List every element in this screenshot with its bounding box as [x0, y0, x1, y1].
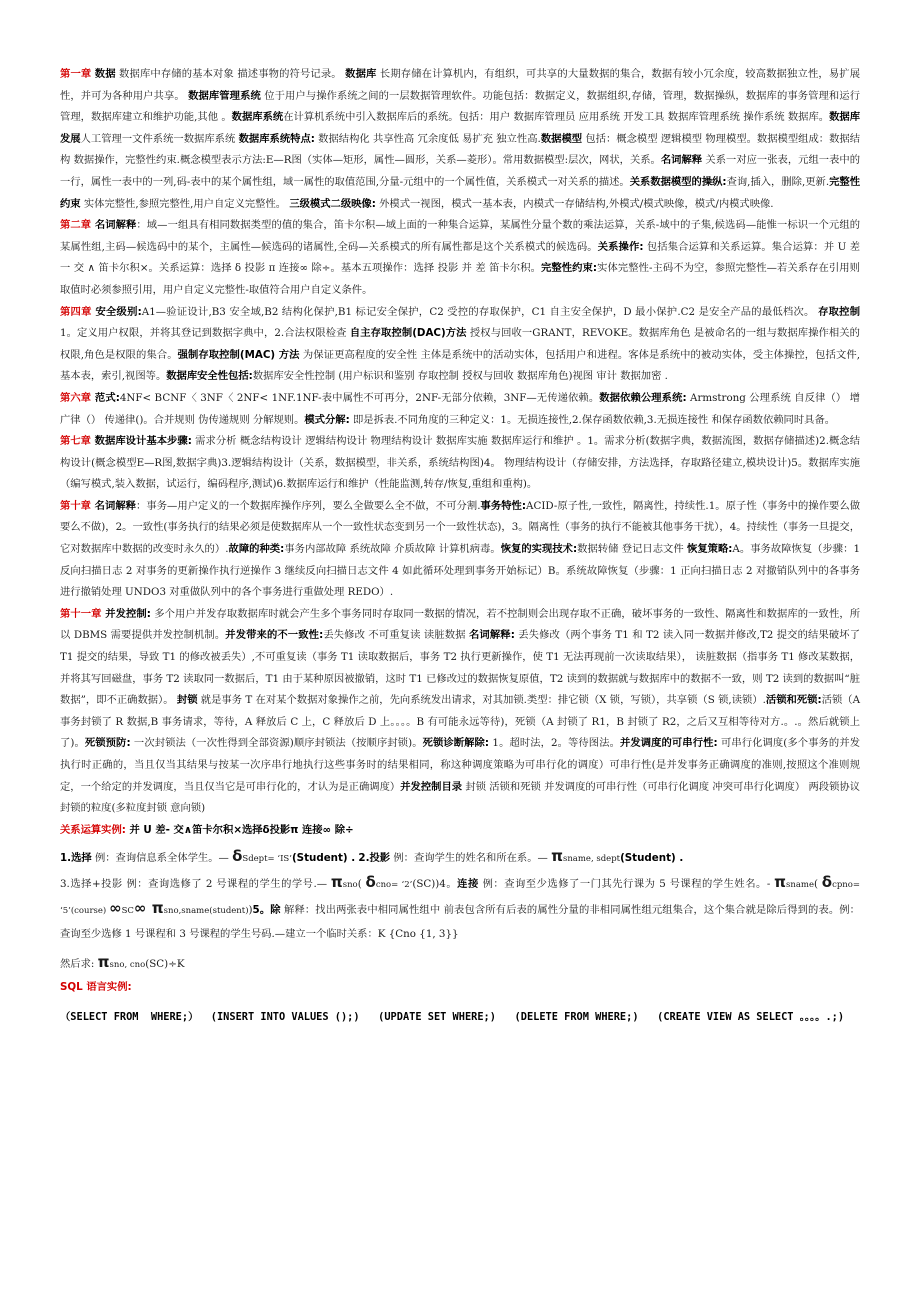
term-failure-types: 故障的种类:	[228, 543, 285, 556]
def-failure-types: 事务内部故障 系统故障 介质故障 计算机病毒。	[284, 543, 501, 556]
example-join-inner: sno,sname(student)	[163, 906, 249, 917]
example-join-label: 连接	[457, 878, 479, 891]
term-integrity: 完整性约束	[60, 175, 860, 210]
example-join-relation: (course)	[70, 906, 110, 917]
example-division-label: 5。除	[252, 904, 281, 917]
example-select-label: 1.选择	[60, 852, 92, 865]
term-concurrency-control: 并发控制:	[101, 607, 151, 620]
term-deadlock-diagnosis: 死锁诊断解除:	[422, 737, 490, 750]
example-project-tail: (Student) .	[620, 852, 684, 865]
chapter-7-heading: 第七章	[60, 435, 92, 448]
def-database: 长期存储在计算机内，有组织，可共享的大量数据的集合，数据有较小冗余度，较高数据独立性，易扩展性，并可为各种用户共享。	[60, 68, 861, 102]
example-select-project-tail: (SC))4。	[412, 878, 458, 891]
term-design-steps: 数据库设计基本步骤:	[91, 435, 192, 448]
def-glossary-2: ：域—一组具有相同数据类型的值的集合，笛卡尔积—域上面的一种集合运算，某属性分量个数的乘法运算，关系-域中的子集,候选码—能惟一标识一个元组的某属性组,主码—候选码中的某个，主属性—候选码的诸属性,全码—关系模式的所有属性都是这个关系模式的候选码。	[60, 219, 861, 253]
pi-symbol: π	[551, 847, 563, 866]
def-dac: 授权与回收一GRANT，REVOKE。数据库角色 是被命名的一组与数据库操作相关的权限,角色是权限的集合。	[60, 327, 860, 361]
def-db-development: 人工管理一文件系统一数据库系统	[80, 132, 239, 145]
def-relation-ops: 包括集合运算和关系运算。集合运算：并 U 差一 交 ∧ 笛卡尔积×。关系运算：选择 δ 投影 π 连接∞ 除÷。基本五项操作：选择 投影 并 差 笛卡尔积。	[60, 240, 861, 275]
term-concurrency-toc: 并发控制目录	[400, 780, 463, 793]
pi-symbol: π	[146, 899, 164, 918]
def-deadlock-diagnosis: 1。超时法，2。等待图法。	[489, 737, 620, 750]
term-glossary-2: 名词解释	[91, 219, 137, 232]
example-select-text: 例：查询信息系全体学生。—	[91, 852, 233, 865]
chapter-2-heading: 第二章	[60, 219, 92, 232]
example-select-project-attr: sno	[342, 880, 358, 891]
def-dbs: 在计算机系统中引入数据库后的系统。包括：用户 数据库管理员 应用系统 开发工具 数据库管理系统 操作系统 数据库。	[283, 111, 830, 124]
pi-symbol: π	[330, 873, 343, 892]
example-join-sc: SC	[121, 906, 134, 917]
chapter-6-paragraph	[60, 388, 860, 431]
paren-close: )	[248, 904, 253, 917]
example-project-attrs: sname, sdept	[562, 854, 621, 865]
def-deadlock-prevention: 一次封锁法（一次性得到全部资源)顺序封锁法（按顺序封锁)。	[130, 737, 423, 750]
pi-symbol: π	[774, 873, 786, 892]
chapter-11-heading: 第十一章	[60, 607, 102, 620]
paren-open: (	[813, 878, 822, 891]
sql-examples-line: （SELECT FROM WHERE;） (INSERT INTO VALUES ();) (UPDATE SET WHERE;) (DELETE FROM WHERE;) (CREATE VIEW AS SELECT 。。。。.;)	[60, 1010, 845, 1023]
example-select-condition: Sdept= ‘IS’	[242, 854, 292, 865]
def-three-schema: 外模式一视图，模式一基本表，内模式一存储结构,外模式/模式映像，模式/内模式映像.	[375, 197, 774, 210]
sql-heading-line	[60, 977, 860, 999]
example-select-project-condition: cno= ‘2’	[375, 880, 413, 891]
term-deadlock-prevention: 死锁预防:	[84, 737, 131, 750]
term-dac: 自主存取控制(DAC)方法	[349, 327, 467, 340]
def-serializability: 可串行化调度(多个事务的并发执行时正确的，当且仅当其结果与按某一次序串行地执行这些事务时的结果相同，称这种调度策略为可串行化的调度）可串行性(是并发事务正确调度的准则,按照这个准则规定，一个给定的并发调度，当且仅当它是可串行化的，才认为是正确调度）	[60, 737, 861, 793]
def-inconsistency: 丢失修改 不可重复读 读脏数据	[323, 629, 470, 642]
term-dbs-features: 数据库系统特点:	[238, 132, 315, 145]
def-design-steps: 需求分析 概念结构设计 逻辑结构设计 物理结构设计 数据库实施 数据库运行和维护 。1。需求分析(数据字典，数据流图，数据存储描述)2.概念结构设计(概念模型E—R图,数据字典)3.逻辑结构设计（关系，数据模型，非关系，系统结构图)4。 物理结构设计（存储安排，方法选择，存取路径建立,模块设计)5。数据库实施（编写模式,装入数据，试运行，编码程序,测试)6.数据库运行和维护（性能监测,转存/恢复,重组和重构)。	[60, 435, 860, 491]
def-data: 数据库中存储的基本对象 描述事物的符号记录。	[115, 68, 346, 80]
term-glossary-10: 名词解释	[91, 499, 137, 512]
example-select-project-text: 例：查询选修了 2 号课程的学生的学号.—	[122, 878, 331, 891]
chapter-4-paragraph	[60, 302, 860, 388]
delta-symbol: δ	[365, 873, 376, 892]
chapter-4-heading: 第四章	[60, 305, 92, 318]
def-normal-forms: 4NF< BCNF〈 3NF〈 2NF< 1NF.1NF-表中属性不可再分，2NF-无部分依赖，3NF—无传递依赖。	[119, 391, 600, 404]
def-security-includes: 数据库安全性控制 (用户标识和鉴别 存取控制 授权与回收 数据库角色)视图 审计 数据加密 .	[252, 370, 668, 383]
example-join-condition: cpno= ‘5’	[60, 880, 861, 917]
def-recovery-strategy: A。事务故障恢复（步骤：1 反向扫描日志 2 对事务的更新操作执行逆操作 3 继续反向扫描日志文件 4 如此循环处理到事务开始标记）B。系统故障恢复（步骤：1 正向扫描日志 2 对撤销队列中的各事务进行撤销处理 UNDO3 对重做队列中的各个事务进行重做处理 REDO）.	[60, 543, 861, 599]
def-constraints: 实体完整性-主码不为空，参照完整性—若关系存在引用则取值时必须参照引用，用户自定义完整性-取值符合用户自定义条件。	[60, 262, 860, 296]
term-security-includes: 数据库安全性包括:	[166, 370, 253, 383]
def-concurrency-control: 多个用户并发存取数据库时就会产生多个事务同时存取同一数据的情况，若不控制则会出现存取不正确，破坏事务的一致性、隔离性和数据库的一致性，所以 DBMS 需要提供并发控制机制。	[60, 607, 861, 642]
def-transaction-properties: ACID-原子性,一致性，隔离性，持续性.1。原子性（事务中的操作要么做要么不做)，2。一致性(事务执行的结果必须是使数据库从一个一致性状态变到另一个一致性状态)，3。隔离性（事务的执行不能被其他事务干扰），4。持续性（事务一旦提交，它对数据库中数据的改变时永久的）.	[60, 499, 861, 556]
term-normal-forms: 范式:	[91, 391, 120, 404]
def-dbs-features: 数据结构化 共享性高 冗余度低 易扩充 独立性高.	[314, 132, 541, 145]
term-dbs: 数据库系统	[231, 111, 284, 124]
relational-algebra-heading: 关系运算实例:	[60, 823, 126, 836]
term-access-control: 存取控制	[818, 305, 861, 318]
term-recovery-strategy: 恢复策略:	[687, 543, 733, 556]
term-dbms: 数据库管理系统	[188, 89, 261, 102]
term-relational-ops: 关系数据模型的操纵:	[629, 175, 727, 188]
delta-symbol: δ	[232, 847, 243, 866]
def-security-level: A1—验证设计,B3 安全域,B2 结构化保护,B1 标记安全保护，C2 受控的存取保护，C1 自主安全保护，D 最小保护.C2 是安全产品的最低档次。	[141, 305, 815, 318]
def-livelock-deadlock: 活锁（A 事务封锁了 R 数据,B 事务请求，等待，A 释放后 C 上，C 释放后 D 上。。。。B 有可能永远等待)，死锁（A 封锁了 R1，B 封锁了 R2，之后又互相等待对方.。.。然后就锁上了)。	[60, 694, 861, 750]
term-db-development: 数据库发展	[60, 111, 861, 145]
def-glossary-11: 丢失修改（两个事务 T1 和 T2 读入同一数据并修改,T2 提交的结果破坏了 T1 提交的结果，导致 T1 的修改被丢失）,不可重复读（事务 T1 读取数据后，事务 T2 执行更新操作，使 T1 无法再现前一次读取结果）， 读脏数据（指事务 T1 修改某数据，并将其写回磁盘，事务 T2 读取同一数据后，T1 由于某种原因被撤销，这时 T1 已修改过的数据恢复原值，T2 读到的数据就与数据库中的数据不一致，则 T2 读到的数据叫“脏数据”，即不正确数据）。	[60, 629, 861, 707]
chapter-1-heading: 第一章	[60, 68, 92, 80]
example-select-tail: (Student) .	[291, 852, 356, 865]
term-glossary-11: 名词解释:	[469, 629, 515, 642]
term-data-model: 数据模型	[540, 132, 583, 145]
term-security-level: 安全级别:	[91, 305, 142, 318]
term-mac: 强制存取控制(MAC) 方法	[177, 348, 300, 361]
example-division-text: 解释：找出两张表中相同属性组中 前表包含所有后表的属性分量的非相同属性组元组集合，这个集合就是除后得到的表。例：查询至少选修 1 号课程和 3 号课程的学生号码.—建立一个临时关系：K {Cno {1, 3}}	[60, 904, 860, 941]
def-mac: 为保证更高程度的安全性 主体是系统中的活动实体，包括用户和进程。客体是系统中的被动实体，受主体操控，包括文件,基本表，索引,视图等。	[60, 348, 860, 383]
delta-symbol: δ	[821, 873, 833, 892]
pi-symbol: π	[97, 953, 110, 972]
def-integrity: 实体完整性,参照完整性,用户自定义完整性。	[80, 197, 287, 210]
relational-algebra-examples	[60, 845, 860, 946]
def-decomposition: 即是拆表.不同角度的三种定义：1。无损连接性,2.保存函数依赖,3.无损连接性 和保存函数依赖同时具备。	[349, 413, 836, 426]
division-result-line	[60, 952, 860, 977]
paren-open: (	[357, 878, 366, 891]
def-axiom-system: Armstrong 公理系统 自反律（） 增广律（） 传递律()。合并规则 伪传递规则 分解规则。	[60, 391, 860, 426]
term-axiom-system: 数据依赖公理系统:	[599, 391, 687, 404]
example-project-text: 例：查询学生的姓名和所在系。—	[390, 852, 552, 865]
term-constraints: 完整性约束:	[541, 262, 598, 275]
join-symbol: ∞	[133, 899, 147, 918]
def-access-control: 1。定义用户权限，并将其登记到数据字典中，2.合法权限检查	[60, 327, 350, 340]
def-glossary: 关系一对应一张表，元组一表中的一行，属性一表中的一列,码-表中的某个属性组，域一属性的取值范围,分量-元组中的一个属性值，关系模式一对关系的描述。	[60, 154, 860, 188]
chapter-10-heading: 第十章	[60, 499, 92, 512]
relational-ops-list: 并 U 差- 交∧笛卡尔积×选择δ投影π 连接∞ 除÷	[125, 823, 354, 836]
relational-algebra-heading-line	[60, 820, 860, 842]
term-transaction-properties: 事务特性:	[480, 499, 527, 512]
def-relational-ops: 查询,插入，删除,更新.	[726, 175, 830, 188]
term-three-schema: 三级模式二级映像:	[289, 197, 376, 210]
term-decomposition: 模式分解:	[304, 413, 350, 426]
chapter-10-paragraph	[60, 496, 860, 604]
def-concurrency-toc: 封锁 活锁和死锁 并发调度的可串行性（可串行化调度 冲突可串行化调度） 两段锁协议 封锁的粒度(多粒度封锁 意向锁)	[60, 780, 861, 815]
def-locking: 就是事务 T 在对某个数据对象操作之前，先向系统发出请求，对其加锁.类型：排它锁（X 锁，写锁），共享锁（S 锁,读锁）.	[197, 694, 766, 707]
division-result-text: 然后求:	[60, 958, 98, 971]
term-database: 数据库	[345, 68, 377, 80]
example-select-project-label: 3.选择+投影	[60, 878, 123, 891]
def-recovery-tech: 数据转储 登记日志文件	[577, 543, 687, 556]
def-dbms: 位于用户与操作系统之间的一层数据管理软件。功能包括：数据定义，数据组织,存储，管理，数据操纵，数据库的事务管理和运行管理，数据库建立和维护功能,其他 。	[60, 89, 860, 124]
term-data: 数据	[94, 68, 116, 80]
chapter-1-paragraph	[60, 64, 860, 215]
term-serializability: 并发调度的可串行性:	[619, 737, 718, 750]
example-join-attr: sname	[785, 880, 814, 891]
term-inconsistency: 并发带来的不一致性:	[225, 629, 324, 642]
example-join-text: 例：查询至少选修了一门其先行课为 5 号课程的学生姓名。-	[478, 878, 775, 891]
chapter-2-paragraph	[60, 215, 860, 301]
chapter-7-paragraph	[60, 431, 860, 496]
term-recovery-tech: 恢复的实现技术:	[500, 543, 578, 556]
sql-heading: SQL 语言实例:	[60, 980, 132, 993]
term-livelock-deadlock: 活锁和死锁:	[765, 694, 822, 707]
example-project-label: 2.投影	[358, 852, 391, 865]
def-data-model: 包括：概念模型 逻辑模型 物理模型。数据模型组成：数据结构 数据操作，完整性约束.概念模型表示方法:E—R图（实体—矩形，属性—圆形，关系—菱形）。常用数据模型:层次，网状，关系。	[60, 132, 861, 167]
division-result-attrs: sno, cno	[109, 960, 146, 971]
chapter-11-paragraph	[60, 604, 860, 820]
term-glossary: 名词解释	[660, 154, 703, 167]
term-locking: 封锁	[176, 694, 198, 707]
division-result-tail: (SC)÷K	[145, 958, 185, 971]
def-glossary-10: ：事务—用户定义的一个数据库操作序列，要么全做要么全不做，不可分割.	[136, 499, 481, 512]
chapter-6-heading: 第六章	[60, 391, 92, 404]
term-relation-ops: 关系操作:	[597, 240, 644, 253]
join-symbol: ∞	[109, 899, 122, 918]
